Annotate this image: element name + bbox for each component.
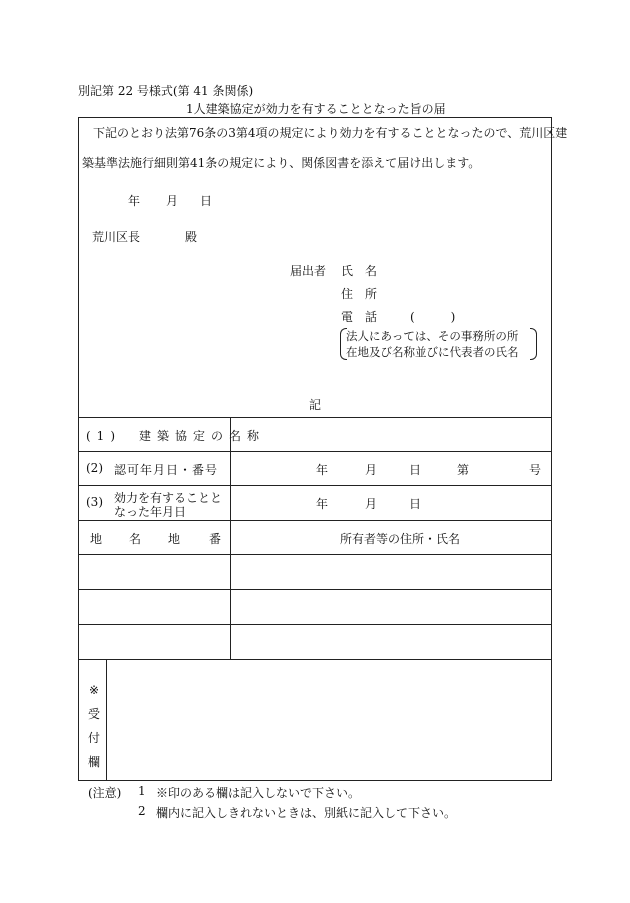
row3-label-1: 効力を有することと (114, 491, 223, 505)
row3-month: 月 (365, 497, 378, 511)
reception-char-1: ※ (88, 683, 100, 697)
table-line-1 (78, 417, 552, 418)
honorific: 殿 (185, 230, 198, 244)
intro-line-1: 下記のとおり法第76条の3第4項の規定により効力を有することとなったので、荒川区建 (93, 126, 568, 140)
row2-number: (2) (86, 461, 103, 475)
date-month-label: 月 (166, 194, 179, 208)
date-day-label: 日 (200, 194, 213, 208)
col-header-ban: 番 (209, 532, 222, 546)
row1-label: (1) 建築協定の名称 (86, 429, 265, 443)
notifier-address-label: 住 所 (341, 287, 378, 301)
corp-note-line-2: 在地及び名称並びに代表者の氏名 (346, 345, 519, 359)
table-line-6 (78, 589, 552, 590)
form-box (78, 117, 552, 781)
col-header-owner: 所有者等の住所・氏名 (340, 532, 461, 546)
notifier-name-label: 氏 名 (341, 264, 378, 278)
row2-month: 月 (365, 463, 378, 477)
form-number: 別記第 22 号様式(第 41 条関係) (78, 84, 254, 98)
date-year-label: 年 (128, 194, 141, 208)
col-header-chi-2: 地 (168, 532, 181, 546)
notes-label: (注意) (88, 786, 122, 800)
row2-go: 号 (529, 463, 542, 477)
row2-label: 認可年月日・番号 (114, 463, 219, 477)
form-title: 1人建築協定が効力を有することとなった旨の届 (186, 102, 446, 116)
row2-dai: 第 (457, 463, 470, 477)
reception-char-2: 受 (87, 707, 100, 721)
table-line-5 (78, 554, 552, 555)
row3-day: 日 (409, 497, 422, 511)
notifier-phone-parens: ( ) (410, 310, 456, 324)
col-header-mei: 名 (129, 532, 142, 546)
note-2-text: 欄内に記入しきれないときは、別紙に記入して下さい。 (156, 806, 457, 820)
row2-year: 年 (316, 463, 329, 477)
row2-day: 日 (409, 463, 422, 477)
intro-line-2: 築基準法施行細則第41条の規定により、関係図書を添えて届け出します。 (82, 156, 481, 170)
note-1-text: ※印のある欄は記入しないで下さい。 (156, 786, 361, 800)
note-1-number: 1 (138, 784, 146, 798)
corp-note-right-bracket (530, 328, 537, 360)
reception-label (86, 678, 102, 774)
table-divider (230, 417, 231, 659)
table-line-4 (78, 520, 552, 521)
table-line-3 (78, 485, 552, 486)
row3-label-2: なった年月日 (114, 505, 187, 519)
reception-char-4: 欄 (87, 755, 100, 769)
note-2-number: 2 (138, 804, 146, 818)
reception-char-3: 付 (87, 731, 100, 745)
reception-divider (106, 659, 107, 781)
addressee: 荒川区長 (92, 230, 141, 244)
table-line-8 (78, 659, 552, 660)
table-line-7 (78, 624, 552, 625)
row3-number: (3) (86, 495, 103, 509)
ki-label: 記 (309, 398, 322, 412)
corp-note-line-1: 法人にあっては、その事務所の所 (346, 329, 519, 343)
notifier-label: 届出者 (290, 264, 327, 278)
notifier-phone-label: 電 話 (341, 310, 378, 324)
table-line-2 (78, 451, 552, 452)
row3-year: 年 (316, 497, 329, 511)
col-header-chi-1: 地 (90, 532, 103, 546)
